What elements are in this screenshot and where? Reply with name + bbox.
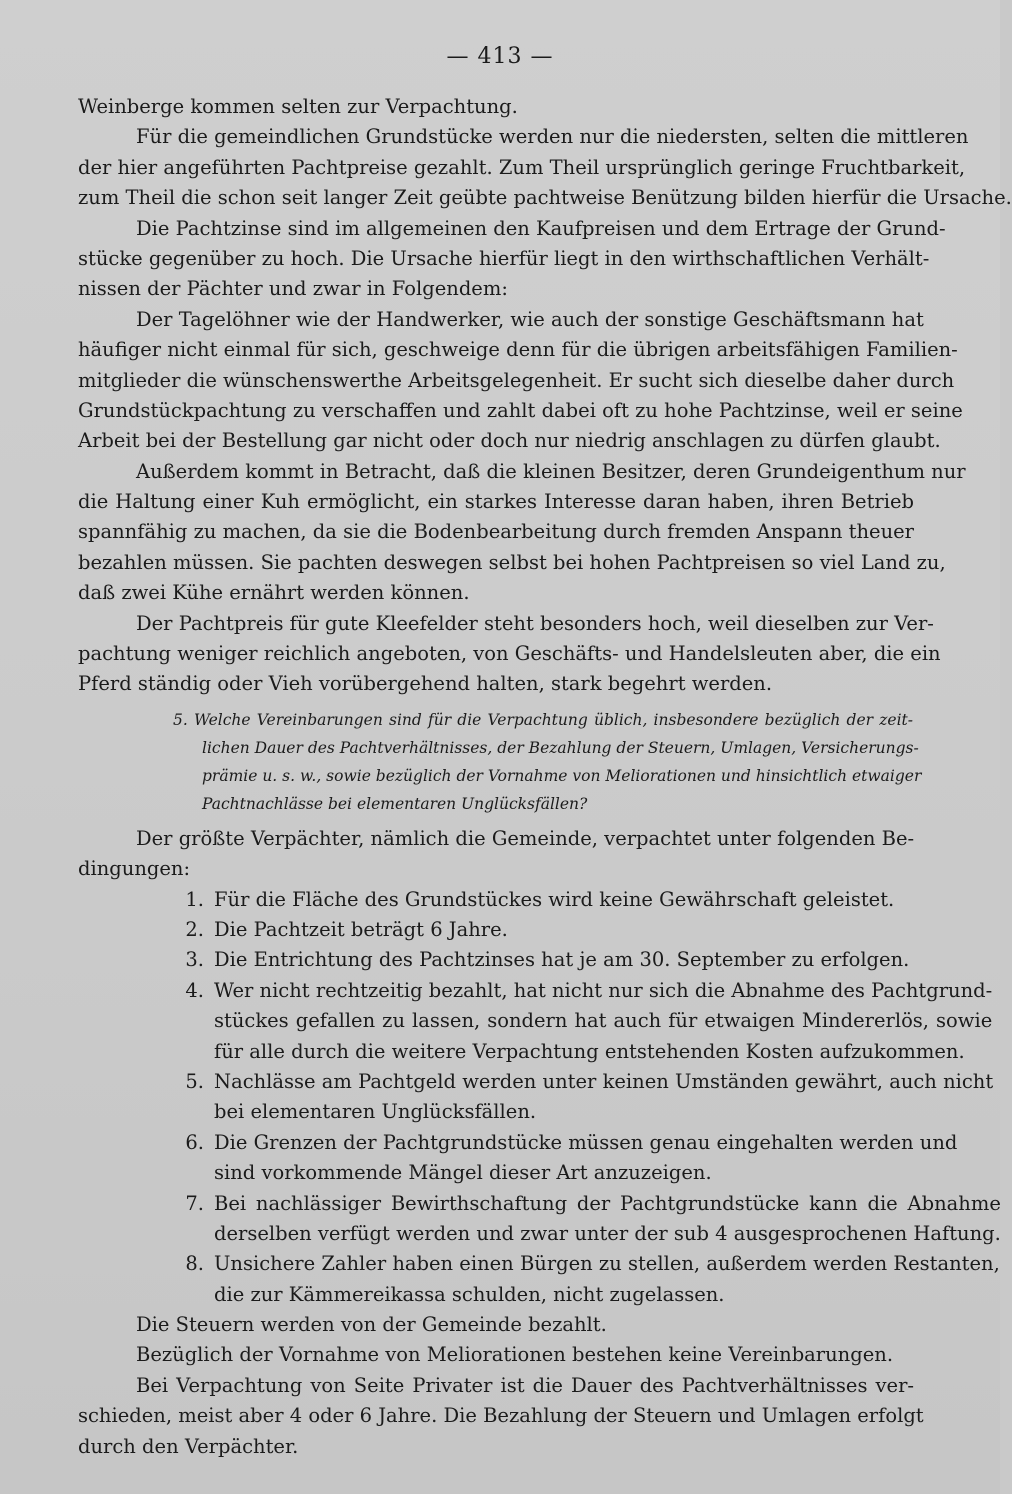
- body-text: [78, 92, 1012, 1462]
- text-line: Die Grenzen der Pachtgrundstücke müssen genau eingehalten werden und: [214, 1130, 958, 1154]
- text-line: pachtung weniger reichlich angeboten, von Geschäfts- und Handelsleuten aber, die ein: [78, 642, 941, 666]
- text-line: daß zwei Kühe ernährt werden können.: [78, 581, 470, 605]
- text-line: Grundstückpachtung zu verschaffen und zahlt dabei oft zu hohe Pachtzinse, weil er seine: [78, 398, 963, 422]
- question-line: lichen Dauer des Pachtverhältnisses, der Bezahlung der Steuern, Umlagen, Versicherungs-: [202, 738, 919, 757]
- text-line: der hier angeführten Pachtpreise gezahlt. Zum Theil ursprünglich geringe Fruchtbarkeit,: [78, 155, 966, 179]
- question-line: 5. Welche Vereinbarungen sind für die Verpachtung üblich, insbesondere bezüglich der zeit-: [173, 710, 913, 729]
- text-line: Nachlässe am Pachtgeld werden unter keinen Umständen gewährt, auch nicht: [214, 1069, 994, 1093]
- text-line: häufiger nicht einmal für sich, geschweige denn für die übrigen arbeitsfähigen Familien-: [78, 338, 958, 362]
- paragraph: [78, 609, 941, 700]
- list-item-text: [214, 1067, 993, 1128]
- question-block: [78, 706, 922, 818]
- list-item-text: [214, 1249, 1000, 1310]
- text-line: derselben verfügt werden und zwar unter der sub 4 ausgesprochenen Haftung.: [214, 1221, 1001, 1245]
- question-line: Pachtnachlässe bei elementaren Unglücksfällen?: [202, 794, 588, 813]
- text-line: sind vorkommende Mängel dieser Art anzuzeigen.: [214, 1161, 712, 1185]
- text-line: Wer nicht rechtzeitig bezahlt, hat nicht nur sich die Abnahme des Pachtgrund-: [214, 978, 993, 1002]
- text-line: Der Pachtpreis für gute Kleefelder steht besonders hoch, weil dieselben zur Ver-: [136, 611, 934, 635]
- paragraph: [78, 1310, 914, 1340]
- text-line: Bei Verpachtung von Seite Privater ist die Dauer des Pachtverhältnisses ver-: [136, 1373, 914, 1397]
- text-line: Die Entrichtung des Pachtzinses hat je am 30. September zu erfolgen.: [214, 948, 910, 972]
- text-line: die zur Kämmereikassa schulden, nicht zugelassen.: [214, 1282, 725, 1306]
- text-line: Der größte Verpächter, nämlich die Gemeinde, verpachtet unter folgenden Be-: [136, 826, 915, 850]
- list-item-number: 2.: [185, 917, 204, 941]
- list-item-text: [214, 915, 914, 945]
- paragraph: [78, 305, 963, 457]
- list-item-number: 1.: [185, 887, 204, 911]
- text-line: Weinberge kommen selten zur Verpachtung.: [78, 95, 518, 118]
- list-item-number: 7.: [185, 1191, 204, 1215]
- text-line: Für die Fläche des Grundstückes wird keine Gewährschaft geleistet.: [214, 887, 895, 911]
- list-item: [170, 915, 914, 945]
- list-item: [170, 1128, 958, 1189]
- list-item: [170, 1067, 994, 1128]
- text-line: Bezüglich der Vornahme von Meliorationen bestehen keine Vereinbarungen.: [136, 1343, 894, 1367]
- list-item-text: [214, 885, 914, 915]
- text-line: Für die gemeindlichen Grundstücke werden nur die niedersten, selten die mittleren: [136, 125, 969, 149]
- paragraph: [78, 1371, 924, 1462]
- list-item-text: [214, 1189, 1001, 1250]
- text-line: Die Pachtzinse sind im allgemeinen den Kaufpreisen und dem Ertrage der Grund-: [136, 216, 946, 240]
- text-line: bezahlen müssen. Sie pachten deswegen selbst bei hohen Pachtpreisen so viel Land zu,: [78, 550, 946, 574]
- text-line: die Haltung einer Kuh ermöglicht, ein starkes Interesse daran haben, ihren Betrieb: [78, 490, 914, 514]
- text-line: stücke gegenüber zu hoch. Die Ursache hierfür liegt in den wirthschaftlichen Verhält-: [78, 246, 930, 270]
- question-line: prämie u. s. w., sowie bezüglich der Vornahme von Meliorationen und hinsichtlich etwaiger: [202, 766, 922, 785]
- paragraph: [78, 1340, 914, 1370]
- text-line: Der Tagelöhner wie der Handwerker, wie auch der sonstige Geschäftsmann hat: [136, 307, 924, 331]
- text-line: Bei nachlässiger Bewirthschaftung der Pachtgrundstücke kann die Abnahme: [214, 1191, 1001, 1215]
- text-line: Arbeit bei der Bestellung gar nicht oder doch nur niedrig anschlagen zu dürfen glaubt.: [78, 429, 941, 453]
- list-item-text: [214, 945, 914, 975]
- list-item-number: 5.: [185, 1069, 204, 1093]
- paragraph: [78, 457, 966, 609]
- list-item: [170, 976, 993, 1067]
- text-line: Die Steuern werden von der Gemeinde bezahlt.: [136, 1313, 607, 1337]
- list-item: [170, 1189, 1001, 1250]
- list-item-number: 4.: [185, 978, 204, 1002]
- list-item-number: 3.: [185, 948, 204, 972]
- text-line: spannfähig zu machen, da sie die Bodenbearbeitung durch fremden Anspann theuer: [78, 520, 914, 544]
- text-line: stückes gefallen zu lassen, sondern hat auch für etwaigen Mindererlös, sowie: [214, 1009, 993, 1033]
- text-line: nissen der Pächter und zwar in Folgendem:: [78, 277, 508, 301]
- paragraph: [78, 92, 914, 122]
- list-item: [170, 1249, 1000, 1310]
- paragraph: [78, 214, 946, 305]
- list-item-text: [214, 976, 992, 1067]
- text-line: für alle durch die weitere Verpachtung entstehenden Kosten aufzukommen.: [214, 1039, 965, 1063]
- list-item: [170, 945, 914, 975]
- text-line: durch den Verpächter.: [78, 1434, 299, 1458]
- intro-paragraph: [78, 824, 914, 885]
- list-item-number: 8.: [185, 1252, 204, 1276]
- text-line: schieden, meist aber 4 oder 6 Jahre. Die Bezahlung der Steuern und Umlagen erfolgt: [78, 1404, 924, 1428]
- text-line: zum Theil die schon seit langer Zeit geübte pachtweise Benützung bilden hierfür die Ursache.: [78, 186, 1012, 210]
- text-line: mitglieder die wünschenswerthe Arbeitsgelegenheit. Er sucht sich dieselbe daher durch: [78, 368, 955, 392]
- text-line: dingungen:: [78, 857, 191, 881]
- list-item: [170, 885, 914, 915]
- text-line: Außerdem kommt in Betracht, daß die kleinen Besitzer, deren Grundeigenthum nur: [136, 459, 966, 483]
- page-number: — 413 —: [446, 44, 554, 69]
- list-item-number: 6.: [185, 1130, 204, 1154]
- text-line: bei elementaren Unglücksfällen.: [214, 1100, 537, 1124]
- text-line: Die Pachtzeit beträgt 6 Jahre.: [214, 917, 508, 941]
- conditions-list: [170, 885, 1001, 1310]
- paragraph: [78, 122, 1012, 213]
- text-line: Unsichere Zahler haben einen Bürgen zu stellen, außerdem werden Restanten,: [214, 1252, 1000, 1276]
- text-line: Pferd ständig oder Vieh vorübergehend halten, stark begehrt werden.: [78, 672, 773, 696]
- list-item-text: [214, 1128, 957, 1189]
